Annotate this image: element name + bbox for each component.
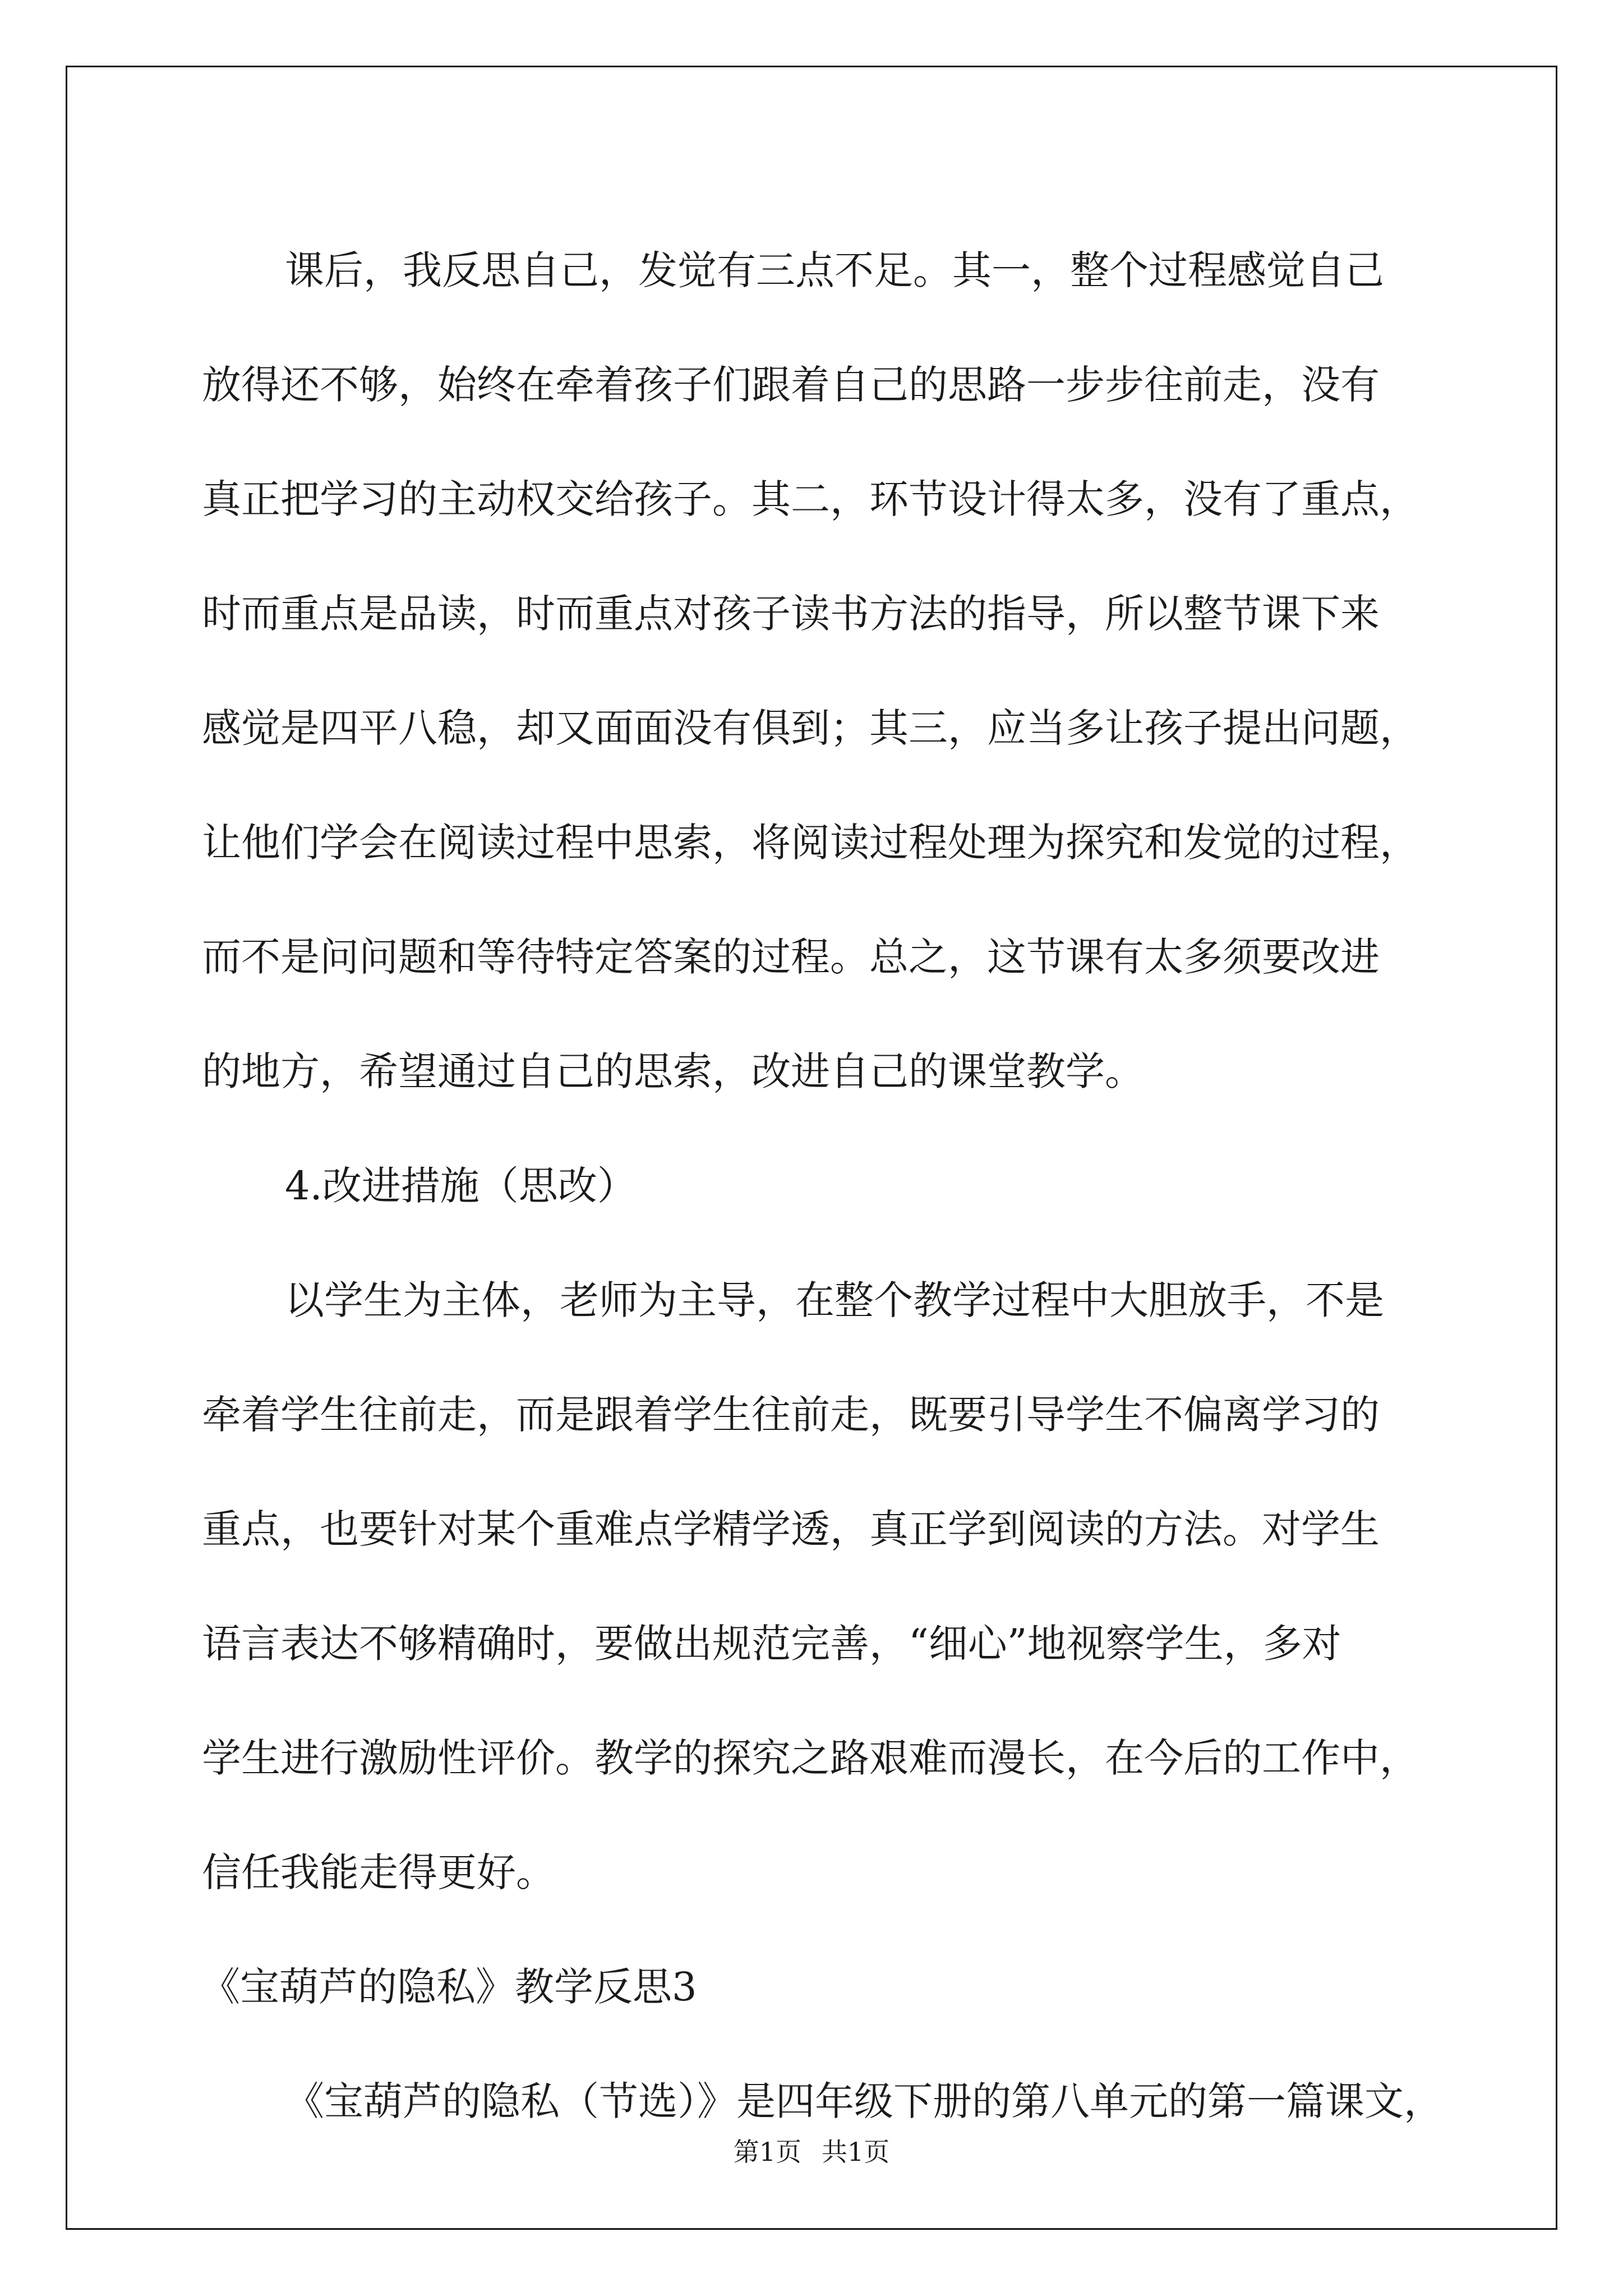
- article-title: 《宝葫芦的隐私》教学反思3: [201, 1964, 697, 2010]
- text-line: 放得还不够，始终在牵着孩子们跟着自己的思路一步步往前走，没有: [202, 362, 1380, 408]
- text-line: 的地方，希望通过自己的思索，改进自己的课堂教学。: [202, 1048, 1144, 1094]
- text-line: 信任我能走得更好。: [202, 1849, 555, 1895]
- paragraph-1: [202, 213, 1424, 1129]
- page-footer: [0, 2132, 1623, 2169]
- text-line: 而不是问问题和等待特定答案的过程。总之，这节课有太多须要改进: [202, 934, 1380, 980]
- text-line: 语言表达不够精确时，要做出规范完善，“细心”地视察学生，多对: [202, 1621, 1341, 1667]
- text-line: 《宝葫芦的隐私（节选）》是四年级下册的第八单元的第一篇课文，: [285, 2078, 1443, 2124]
- document-body: [201, 213, 1443, 2159]
- text-line: 牵着学生往前走，而是跟着学生往前走，既要引导学生不偏离学习的: [202, 1392, 1380, 1438]
- text-line: 重点，也要针对某个重难点学精学透，真正学到阅读的方法。对学生: [202, 1506, 1380, 1552]
- text-line: 时而重点是品读，时而重点对孩子读书方法的指导，所以整节课下来: [202, 591, 1380, 637]
- text-line: 课后，我反思自己，发觉有三点不足。其一，整个过程感觉自己: [285, 247, 1384, 293]
- page-number-current: 第1页: [733, 2137, 801, 2167]
- text-line: 真正把学习的主动权交给孩子。其二，环节设计得太多，没有了重点，: [202, 476, 1419, 522]
- text-line: 学生进行激励性评价。教学的探究之路艰难而漫长，在今后的工作中，: [202, 1735, 1419, 1781]
- text-line: 以学生为主体，老师为主导，在整个教学过程中大胆放手，不是: [285, 1277, 1384, 1323]
- section-heading: 4.改进措施（思改）: [285, 1163, 637, 1209]
- page-number-total: 共1页: [822, 2137, 890, 2167]
- text-line: 感觉是四平八稳，却又面面没有俱到；其三，应当多让孩子提出问题，: [202, 705, 1419, 751]
- paragraph-2: [202, 1243, 1424, 1930]
- text-line: 让他们学会在阅读过程中思索，将阅读过程处理为探究和发觉的过程，: [202, 820, 1419, 866]
